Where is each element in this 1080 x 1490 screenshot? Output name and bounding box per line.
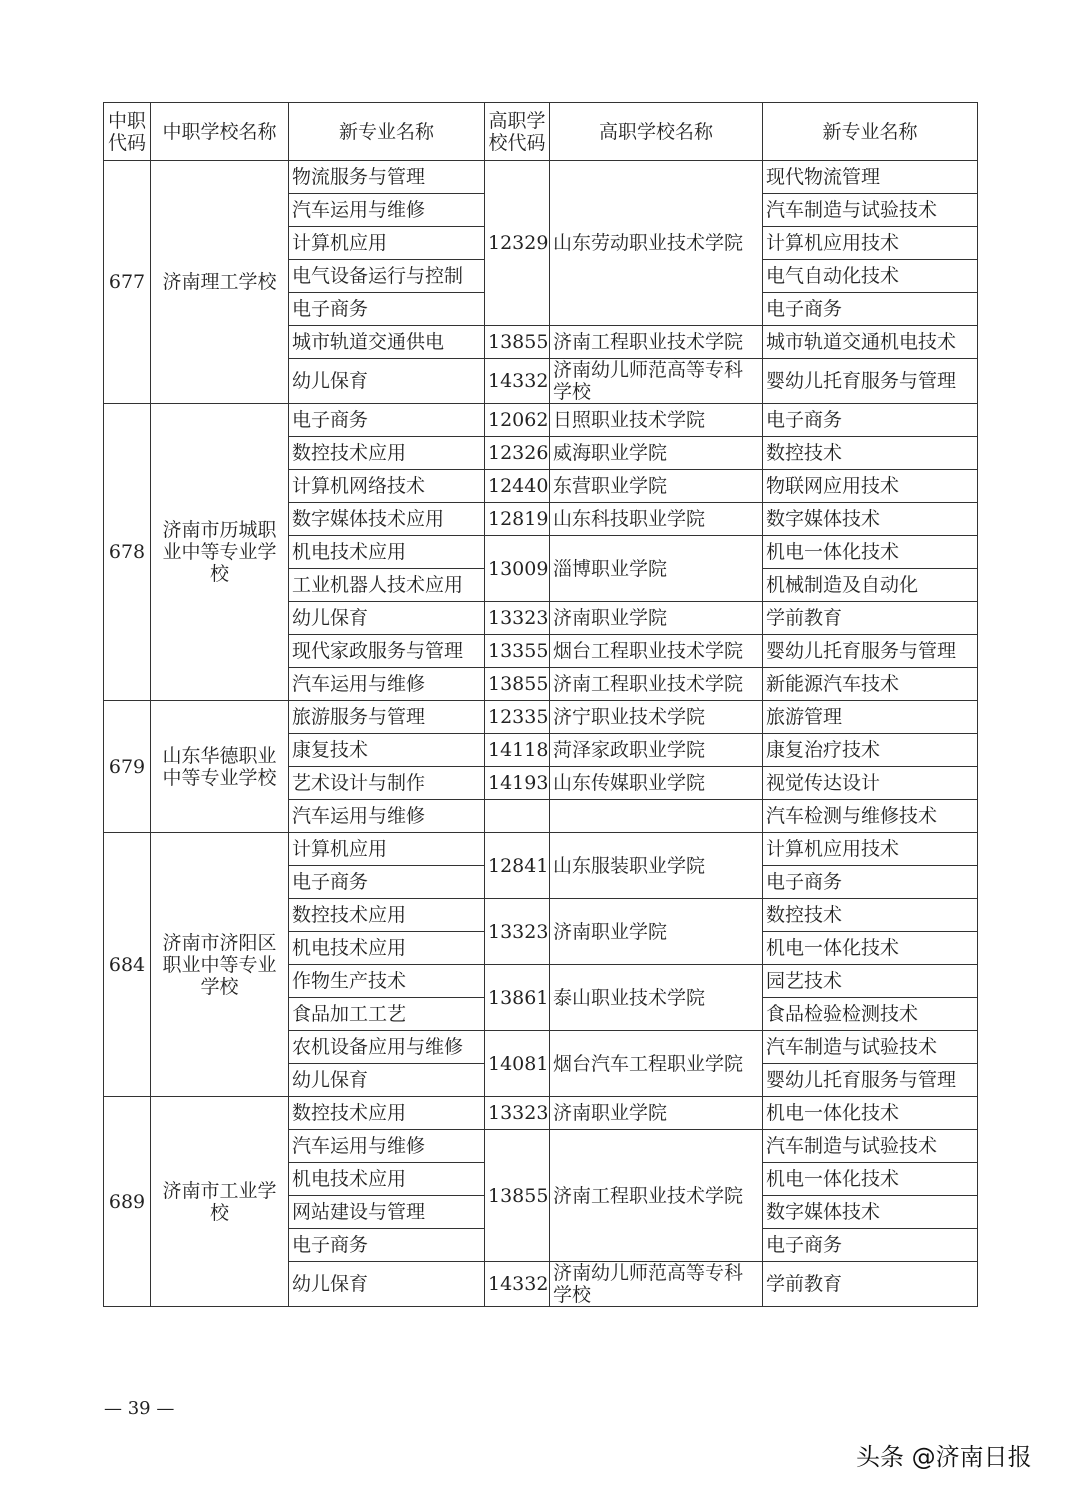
higher-major-name: 康复治疗技术	[763, 734, 978, 767]
higher-school-code: 14081	[485, 1031, 550, 1097]
higher-school-code: 13855	[485, 1130, 550, 1262]
higher-major-name: 学前教育	[763, 1262, 978, 1307]
page-number: — 39 —	[104, 1398, 175, 1419]
higher-major-name: 食品检验检测技术	[763, 998, 978, 1031]
school-code: 678	[104, 404, 151, 701]
higher-school-name: 济南工程职业技术学院	[550, 326, 763, 359]
higher-school-code: 12440	[485, 470, 550, 503]
higher-major-name: 新能源汽车技术	[763, 668, 978, 701]
higher-major-name: 婴幼儿托育服务与管理	[763, 635, 978, 668]
higher-school-name: 烟台工程职业技术学院	[550, 635, 763, 668]
major-name: 数控技术应用	[289, 1097, 485, 1130]
higher-major-name: 机电一体化技术	[763, 1097, 978, 1130]
higher-major-name: 数控技术	[763, 437, 978, 470]
higher-school-name: 泰山职业技术学院	[550, 965, 763, 1031]
higher-major-name: 汽车制造与试验技术	[763, 1031, 978, 1064]
higher-school-code: 14332	[485, 1262, 550, 1307]
major-name: 计算机应用	[289, 227, 485, 260]
higher-major-name: 计算机应用技术	[763, 833, 978, 866]
header-code1: 中职代码	[104, 103, 151, 161]
higher-school-name: 东营职业学院	[550, 470, 763, 503]
higher-school-name	[550, 800, 763, 833]
higher-school-code: 13323	[485, 899, 550, 965]
header-major2: 新专业名称	[763, 103, 978, 161]
table-row	[104, 161, 978, 194]
major-name: 幼儿保育	[289, 1064, 485, 1097]
major-name: 现代家政服务与管理	[289, 635, 485, 668]
higher-school-name: 山东服装职业学院	[550, 833, 763, 899]
higher-school-code: 14332	[485, 359, 550, 404]
higher-school-code: 14118	[485, 734, 550, 767]
school-name: 山东华德职业中等专业学校	[151, 701, 289, 833]
major-name: 电子商务	[289, 1229, 485, 1262]
major-name: 电气设备运行与控制	[289, 260, 485, 293]
major-name: 汽车运用与维修	[289, 800, 485, 833]
higher-school-code: 12062	[485, 404, 550, 437]
higher-school-code: 12329	[485, 161, 550, 326]
higher-major-name: 视觉传达设计	[763, 767, 978, 800]
higher-school-code: 13355	[485, 635, 550, 668]
higher-school-name: 山东传媒职业学院	[550, 767, 763, 800]
higher-school-code: 12326	[485, 437, 550, 470]
higher-school-name: 济南职业学院	[550, 1097, 763, 1130]
school-name: 济南市历城职业中等专业学校	[151, 404, 289, 701]
table-row	[104, 701, 978, 734]
header-major1: 新专业名称	[289, 103, 485, 161]
major-name: 幼儿保育	[289, 1262, 485, 1307]
major-name: 机电技术应用	[289, 1163, 485, 1196]
higher-school-name: 山东科技职业学院	[550, 503, 763, 536]
table-row	[104, 833, 978, 866]
higher-school-name: 济南幼儿师范高等专科学校	[550, 1262, 763, 1307]
major-name: 旅游服务与管理	[289, 701, 485, 734]
major-name: 汽车运用与维修	[289, 194, 485, 227]
higher-major-name: 数控技术	[763, 899, 978, 932]
school-code: 689	[104, 1097, 151, 1307]
higher-school-name: 威海职业学院	[550, 437, 763, 470]
higher-major-name: 电子商务	[763, 404, 978, 437]
higher-major-name: 机电一体化技术	[763, 1163, 978, 1196]
higher-school-code: 13861	[485, 965, 550, 1031]
higher-major-name: 机电一体化技术	[763, 536, 978, 569]
higher-school-name: 烟台汽车工程职业学院	[550, 1031, 763, 1097]
major-name: 艺术设计与制作	[289, 767, 485, 800]
higher-major-name: 城市轨道交通机电技术	[763, 326, 978, 359]
higher-major-name: 现代物流管理	[763, 161, 978, 194]
school-code: 679	[104, 701, 151, 833]
higher-school-name: 山东劳动职业技术学院	[550, 161, 763, 326]
higher-school-name: 淄博职业学院	[550, 536, 763, 602]
major-name: 汽车运用与维修	[289, 668, 485, 701]
major-name: 幼儿保育	[289, 359, 485, 404]
major-name: 作物生产技术	[289, 965, 485, 998]
header-school1: 中职学校名称	[151, 103, 289, 161]
higher-school-name: 济南工程职业技术学院	[550, 1130, 763, 1262]
higher-major-name: 电子商务	[763, 866, 978, 899]
table-row	[104, 404, 978, 437]
higher-school-name: 济南工程职业技术学院	[550, 668, 763, 701]
major-name: 电子商务	[289, 404, 485, 437]
major-name: 康复技术	[289, 734, 485, 767]
header-code2: 高职学校代码	[485, 103, 550, 161]
higher-school-code: 12819	[485, 503, 550, 536]
major-name: 电子商务	[289, 866, 485, 899]
major-name: 计算机网络技术	[289, 470, 485, 503]
header-row	[104, 103, 978, 161]
higher-school-code: 14193	[485, 767, 550, 800]
higher-school-name: 济南职业学院	[550, 899, 763, 965]
higher-school-code: 13323	[485, 1097, 550, 1130]
watermark: 头条 @济南日报	[856, 1443, 1032, 1471]
major-name: 数控技术应用	[289, 437, 485, 470]
higher-major-name: 婴幼儿托育服务与管理	[763, 359, 978, 404]
higher-major-name: 汽车制造与试验技术	[763, 194, 978, 227]
higher-major-name: 机械制造及自动化	[763, 569, 978, 602]
higher-school-name: 济南幼儿师范高等专科学校	[550, 359, 763, 404]
major-name: 食品加工工艺	[289, 998, 485, 1031]
higher-school-code: 13009	[485, 536, 550, 602]
higher-major-name: 数字媒体技术	[763, 1196, 978, 1229]
school-name: 济南理工学校	[151, 161, 289, 404]
higher-major-name: 电子商务	[763, 1229, 978, 1262]
major-name: 工业机器人技术应用	[289, 569, 485, 602]
higher-major-name: 汽车检测与维修技术	[763, 800, 978, 833]
school-name: 济南市济阳区职业中等专业学校	[151, 833, 289, 1097]
major-name: 城市轨道交通供电	[289, 326, 485, 359]
higher-major-name: 物联网应用技术	[763, 470, 978, 503]
major-name: 农机设备应用与维修	[289, 1031, 485, 1064]
higher-school-name: 济宁职业技术学院	[550, 701, 763, 734]
major-name: 物流服务与管理	[289, 161, 485, 194]
major-name: 机电技术应用	[289, 536, 485, 569]
higher-major-name: 数字媒体技术	[763, 503, 978, 536]
major-name: 数字媒体技术应用	[289, 503, 485, 536]
higher-major-name: 婴幼儿托育服务与管理	[763, 1064, 978, 1097]
higher-major-name: 电子商务	[763, 293, 978, 326]
header-school2: 高职学校名称	[550, 103, 763, 161]
higher-school-code	[485, 800, 550, 833]
major-name: 汽车运用与维修	[289, 1130, 485, 1163]
higher-school-code: 13855	[485, 326, 550, 359]
higher-school-code: 12841	[485, 833, 550, 899]
higher-major-name: 电气自动化技术	[763, 260, 978, 293]
major-name: 计算机应用	[289, 833, 485, 866]
higher-school-code: 13855	[485, 668, 550, 701]
major-name: 机电技术应用	[289, 932, 485, 965]
higher-school-name: 济南职业学院	[550, 602, 763, 635]
higher-school-name: 菏泽家政职业学院	[550, 734, 763, 767]
higher-major-name: 学前教育	[763, 602, 978, 635]
higher-major-name: 汽车制造与试验技术	[763, 1130, 978, 1163]
higher-major-name: 园艺技术	[763, 965, 978, 998]
major-name: 电子商务	[289, 293, 485, 326]
school-name: 济南市工业学校	[151, 1097, 289, 1307]
major-name: 幼儿保育	[289, 602, 485, 635]
higher-major-name: 计算机应用技术	[763, 227, 978, 260]
school-code: 677	[104, 161, 151, 404]
school-code: 684	[104, 833, 151, 1097]
major-table	[103, 102, 978, 1307]
table-row	[104, 1097, 978, 1130]
higher-major-name: 旅游管理	[763, 701, 978, 734]
higher-school-name: 日照职业技术学院	[550, 404, 763, 437]
major-name: 网站建设与管理	[289, 1196, 485, 1229]
major-name: 数控技术应用	[289, 899, 485, 932]
higher-major-name: 机电一体化技术	[763, 932, 978, 965]
higher-school-code: 13323	[485, 602, 550, 635]
higher-school-code: 12335	[485, 701, 550, 734]
